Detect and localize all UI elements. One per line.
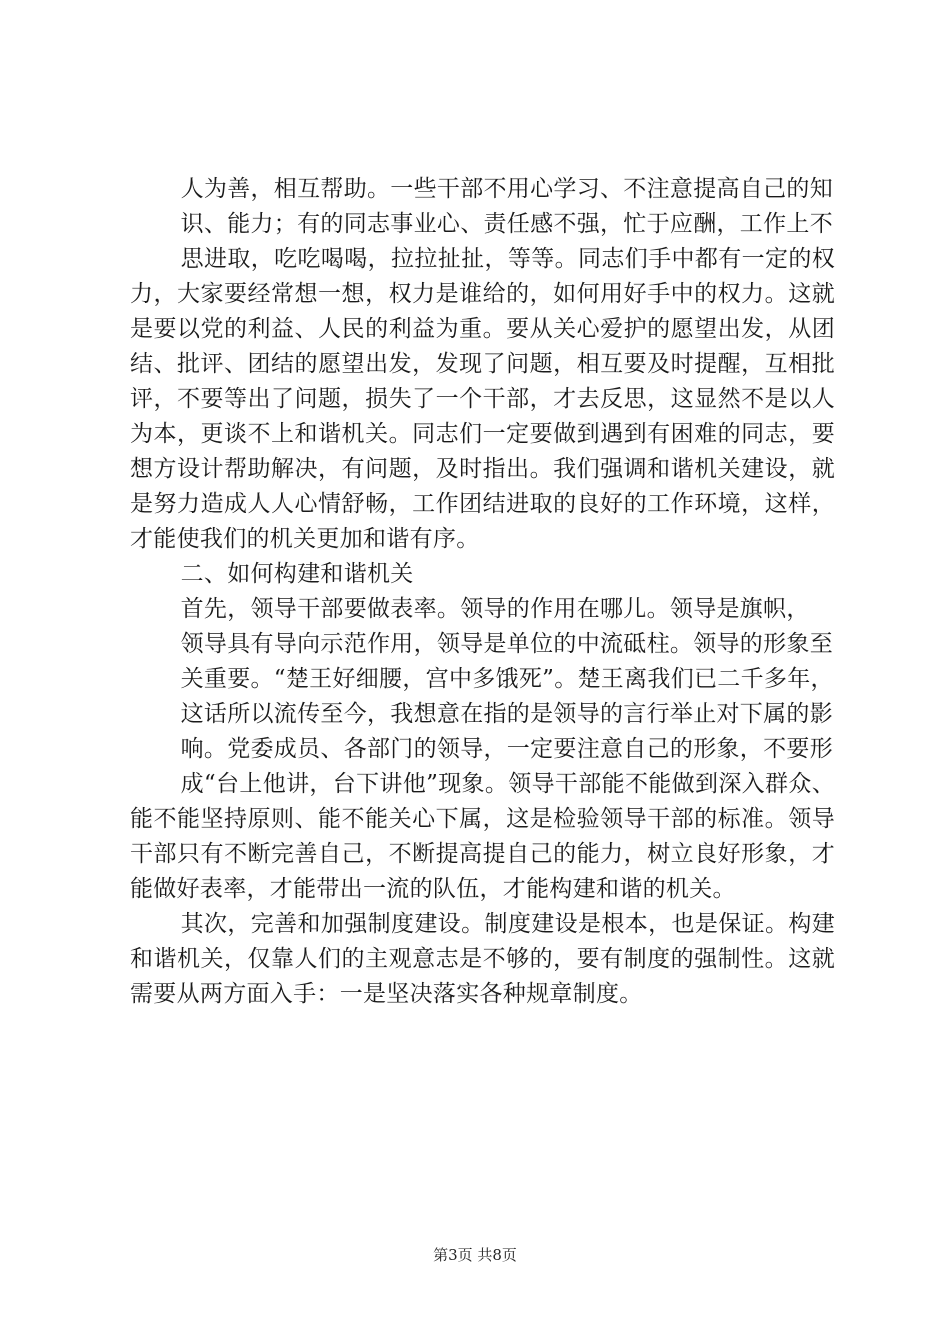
paragraph: 识、能力；有的同志事业心、责任感不强，忙于应酬，工作上不: [180, 211, 833, 237]
paragraph: 人为善，相互帮助。一些干部不用心学习、不注意提高自己的知: [180, 176, 833, 202]
paragraph: 其次，完善和加强制度建设。制度建设是根本，也是保证。构建和谐机关，仅靠人们的主观意志是不够的，要有制度的强制性。这就需要从两方面入手：一是坚决落实各种规章制度。: [130, 911, 835, 1007]
paragraph: 领导具有导向示范作用，领导是单位的中流砥柱。领导的形象至: [180, 631, 833, 657]
paragraph: 响。党委成员、各部门的领导，一定要注意自己的形象，不要形: [180, 736, 833, 762]
page-number-footer: 第3页 共8页: [433, 1246, 517, 1264]
paragraph: 这话所以流传至今，我想意在指的是领导的言行举止对下属的影: [180, 701, 833, 727]
section-heading: 二、如何构建和谐机关: [180, 561, 414, 587]
document-body: [130, 172, 835, 1012]
paragraph: 成“台上他讲，台下讲他”现象。领导干部能不能做到深入群众、能不能坚持原则、能不能关心下属，这是检验领导干部的标准。领导干部只有不断完善自己，不断提高提自己的能力，树立良好形象，才能做好表率，才能带出一流的队伍，才能构建和谐的机关。: [130, 771, 835, 902]
paragraph: 关重要。“楚王好细腰，宫中多饿死”。楚王离我们已二千多年，: [180, 666, 834, 692]
paragraph: 首先，领导干部要做表率。领导的作用在哪儿。领导是旗帜，: [180, 596, 810, 622]
paragraph: 思进取，吃吃喝喝，拉拉扯扯，等等。同志们手中都有一定的权力，大家要经常想一想，权力是谁给的，如何用好手中的权力。这就是要以党的利益、人民的利益为重。要从关心爱护的愿望出发，从团结、批评、团结的愿望出发，发现了问题，相互要及时提醒，互相批评，不要等出了问题，损失了一个干部，才去反思，这显然不是以人为本，更谈不上和谐机关。同志们一定要做到遇到有困难的同志，要想方设计帮助解决，有问题，及时指出。我们强调和谐机关建设，就是努力造成人人心情舒畅，工作团结进取的良好的工作环境，这样，才能使我们的机关更加和谐有序。: [130, 246, 835, 552]
